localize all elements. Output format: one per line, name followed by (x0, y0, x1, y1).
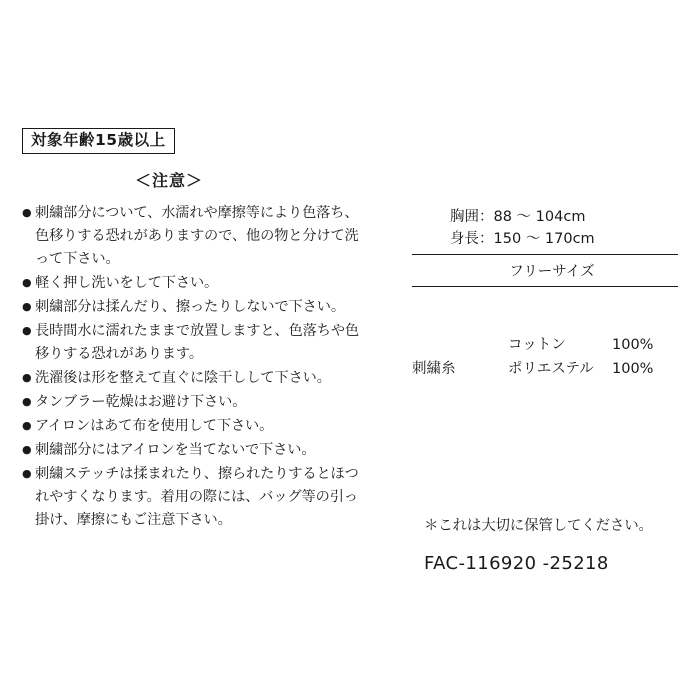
material-percent: 100% (612, 337, 654, 353)
size-table (412, 206, 678, 287)
list-item: ● 長時間水に濡れたままで放置しますと、色落ちや色移りする恐れがあります。 (22, 320, 362, 366)
left-column (22, 128, 362, 533)
material-fiber: コットン (508, 337, 566, 353)
table-row (412, 358, 653, 382)
height-measurement: 身長：150 ～ 170cm (450, 231, 595, 248)
list-item: ● 刺繍部分について、水濡れや摩擦等により色落ち、色移りする恐れがありますので、他の物と分けて洗って下さい。 (22, 202, 362, 271)
material-label: 刺繍糸 (412, 361, 456, 378)
list-item: ● 刺繍部分にはアイロンを当てないで下さい。 (22, 439, 362, 462)
list-item: ● タンブラー乾燥はお避け下さい。 (22, 391, 362, 414)
table-row (412, 334, 653, 358)
material-fiber: ポリエステル (508, 361, 594, 378)
footer (424, 514, 684, 574)
list-item: ● 刺繍部分は揉んだり、擦ったりしないで下さい。 (22, 296, 362, 319)
age-restriction-box: 対象年齢15歳以上 (22, 128, 175, 154)
divider (412, 286, 678, 287)
material-composition (412, 334, 682, 383)
list-item: ● 刺繍ステッチは揉まれたり、擦られたりするとほつれやすくなります。着用の際には、バッグ等の引っ掛け、摩擦にもご注意下さい。 (22, 463, 362, 532)
material-label (412, 334, 484, 358)
size-measurements (412, 206, 678, 251)
caution-heading: ＜注意＞ (134, 171, 203, 191)
material-table (412, 334, 653, 383)
material-percent: 100% (612, 361, 654, 378)
bust-measurement: 胸囲：88 ～ 104cm (450, 209, 586, 225)
list-item: ● アイロンはあて布を使用して下さい。 (22, 415, 362, 438)
list-item: ● 軽く押し洗いをして下さい。 (22, 272, 362, 295)
caution-notes-list (22, 202, 362, 532)
keep-note: ＊これは大切に保管してください。 (424, 518, 653, 534)
product-code: FAC-116920 -25218 (424, 553, 609, 574)
free-size-label: フリーサイズ (509, 263, 595, 280)
list-item: ● 洗濯後は形を整えて直ぐに陰干しして下さい。 (22, 367, 362, 390)
